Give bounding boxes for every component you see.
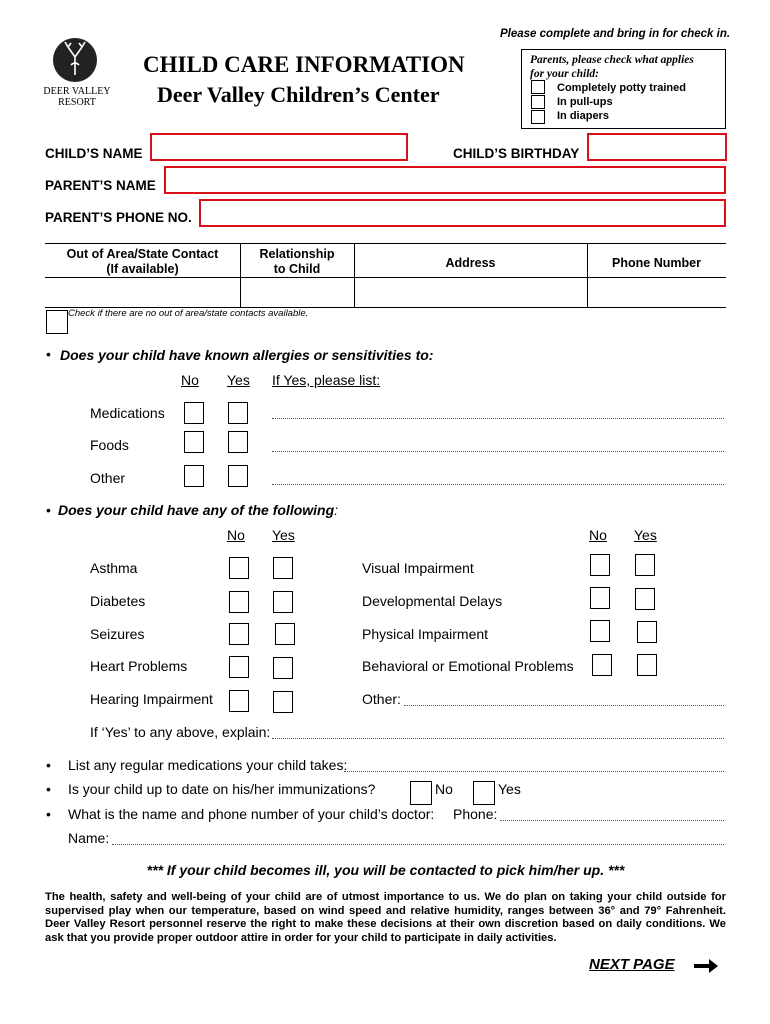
diapers-label: In diapers: [557, 110, 609, 122]
childs-name-field[interactable]: [150, 133, 408, 161]
deer-logo-icon: [52, 35, 98, 85]
conditions-explain-line[interactable]: [272, 738, 724, 739]
childs-name-label: CHILD’S NAME: [45, 146, 143, 161]
immunizations-yes-label: Yes: [498, 781, 521, 797]
conditions-question-text: Does your child have any of the following: [58, 502, 335, 518]
potty-trained-label: Completely potty trained: [557, 82, 686, 94]
medications-line[interactable]: [344, 771, 724, 772]
condition-behavioral-yes[interactable]: [637, 654, 657, 676]
condition-heart-yes[interactable]: [273, 657, 293, 679]
condition-asthma-yes[interactable]: [273, 557, 293, 579]
doctor-phone-line[interactable]: [500, 820, 724, 821]
parents-phone-label: PARENT’S PHONE NO.: [45, 210, 192, 225]
doctor-label: What is the name and phone number of your child’s doctor:: [68, 806, 435, 822]
form-subtitle: Deer Valley Children’s Center: [157, 82, 440, 107]
condition-physical-no[interactable]: [590, 620, 610, 642]
contact-col-area: [45, 247, 240, 277]
allergy-medications-yes[interactable]: [228, 402, 248, 424]
parents-name-field[interactable]: [164, 166, 726, 194]
no-contacts-checkbox[interactable]: [46, 310, 68, 334]
immunizations-no-label: No: [435, 781, 453, 797]
allergy-col-yes: Yes: [227, 372, 250, 388]
condition-physical-label: Physical Impairment: [362, 626, 489, 642]
conditions-col-yes-right: Yes: [634, 527, 657, 543]
top-note: Please complete and bring in for check in.: [500, 28, 731, 40]
medications-label: List any regular medications your child takes:: [68, 757, 348, 773]
doctor-phone-label: Phone:: [453, 806, 498, 822]
contact-col-area-line1: Out of Area/State Contact: [66, 247, 219, 261]
condition-other-line[interactable]: [404, 705, 724, 706]
conditions-col-no-right: No: [589, 527, 607, 543]
allergy-foods-label: Foods: [90, 437, 129, 453]
condition-hearing-no[interactable]: [229, 690, 249, 712]
allergy-other-no[interactable]: [184, 465, 204, 487]
condition-visual-yes[interactable]: [635, 554, 655, 576]
conditions-question: [58, 502, 338, 518]
allergy-foods-yes[interactable]: [228, 431, 248, 453]
policy-text: The health, safety and well-being of your child are of utmost importance to us. We do plan on taking your child outside for supervised play when our temperature, based on wind speed and relative humidity, ranges between 36° and 79° Fahrenheit. Deer Valley Resort personnel reserve the right to make these decisions at their own discretion based on daily conditions. We ask that you provide proper outdoor attire in order for your child to participate in daily activities.: [45, 891, 726, 944]
potty-box-title: Parents, please check what applies for your child:: [530, 54, 694, 80]
condition-asthma-no[interactable]: [229, 557, 249, 579]
no-contacts-note: Check if there are no out of area/state contacts available.: [68, 308, 309, 319]
immunizations-label: Is your child up to date on his/her immunizations?: [68, 781, 376, 797]
childs-birthday-label: CHILD’S BIRTHDAY: [453, 146, 580, 161]
condition-developmental-yes[interactable]: [635, 588, 655, 610]
condition-hearing-yes[interactable]: [273, 691, 293, 713]
childs-birthday-field[interactable]: [587, 133, 727, 161]
bullet: •: [46, 806, 51, 822]
condition-seizures-label: Seizures: [90, 626, 145, 642]
condition-diabetes-yes[interactable]: [273, 591, 293, 613]
bullet: •: [46, 757, 51, 773]
allergy-other-label: Other: [90, 470, 126, 486]
logo-text-line1: DEER VALLEY: [43, 86, 111, 97]
condition-seizures-yes[interactable]: [275, 623, 295, 645]
doctor-name-label: Name:: [68, 830, 110, 846]
condition-diabetes-no[interactable]: [229, 591, 249, 613]
diapers-checkbox[interactable]: [531, 110, 545, 124]
parents-phone-field[interactable]: [199, 199, 726, 227]
allergy-other-yes[interactable]: [228, 465, 248, 487]
conditions-col-yes-left: Yes: [272, 527, 295, 543]
bullet: •: [46, 502, 51, 518]
condition-developmental-no[interactable]: [590, 587, 610, 609]
contact-col-relationship-line1: Relationship: [259, 247, 335, 261]
allergies-question: Does your child have known allergies or sensitivities to:: [60, 347, 434, 363]
potty-status-box: [521, 49, 726, 129]
form-title: CHILD CARE INFORMATION: [143, 52, 465, 77]
condition-behavioral-no[interactable]: [592, 654, 612, 676]
condition-heart-no[interactable]: [229, 656, 249, 678]
contact-col-relationship: [240, 247, 354, 277]
immunizations-no-checkbox[interactable]: [410, 781, 432, 805]
condition-diabetes-label: Diabetes: [90, 593, 146, 609]
immunizations-yes-checkbox[interactable]: [473, 781, 495, 805]
allergy-foods-line[interactable]: [272, 451, 724, 452]
allergy-medications-no[interactable]: [184, 402, 204, 424]
contact-col-relationship-line2: to Child: [273, 262, 321, 276]
pull-ups-checkbox[interactable]: [531, 95, 545, 109]
logo-text-line2: RESORT: [58, 97, 96, 108]
allergy-foods-no[interactable]: [184, 431, 204, 453]
allergy-col-list: If Yes, please list:: [272, 372, 381, 388]
condition-asthma-label: Asthma: [90, 560, 138, 576]
bullet: •: [46, 781, 51, 797]
condition-visual-label: Visual Impairment: [362, 560, 474, 576]
pull-ups-label: In pull-ups: [557, 96, 613, 108]
bullet: •: [46, 346, 51, 362]
conditions-col-no-left: No: [227, 527, 245, 543]
condition-visual-no[interactable]: [590, 554, 610, 576]
allergy-other-line[interactable]: [272, 484, 724, 485]
allergy-medications-line[interactable]: [272, 418, 724, 419]
potty-trained-checkbox[interactable]: [531, 80, 545, 94]
condition-seizures-no[interactable]: [229, 623, 249, 645]
condition-physical-yes[interactable]: [637, 621, 657, 643]
conditions-question-colon: :: [334, 502, 339, 518]
parents-name-label: PARENT’S NAME: [45, 178, 156, 193]
condition-other-label: Other:: [362, 691, 401, 707]
condition-behavioral-label: Behavioral or Emotional Problems: [362, 658, 574, 674]
contact-col-address: Address: [445, 256, 496, 270]
contact-col-phone: Phone Number: [612, 256, 701, 270]
conditions-explain-label: If ‘Yes’ to any above, explain:: [90, 724, 271, 740]
contact-col-area-line2: (If available): [106, 262, 179, 276]
illness-notice: *** If your child becomes ill, you will be contacted to pick him/her up. ***: [146, 862, 625, 878]
doctor-name-line[interactable]: [112, 844, 724, 845]
next-page-link[interactable]: NEXT PAGE: [589, 956, 675, 973]
condition-developmental-label: Developmental Delays: [362, 593, 503, 609]
allergy-medications-label: Medications: [90, 405, 165, 421]
arrow-right-icon: [693, 957, 719, 975]
condition-hearing-label: Hearing Impairment: [90, 691, 213, 707]
allergy-col-no: No: [181, 372, 199, 388]
condition-heart-label: Heart Problems: [90, 658, 188, 674]
